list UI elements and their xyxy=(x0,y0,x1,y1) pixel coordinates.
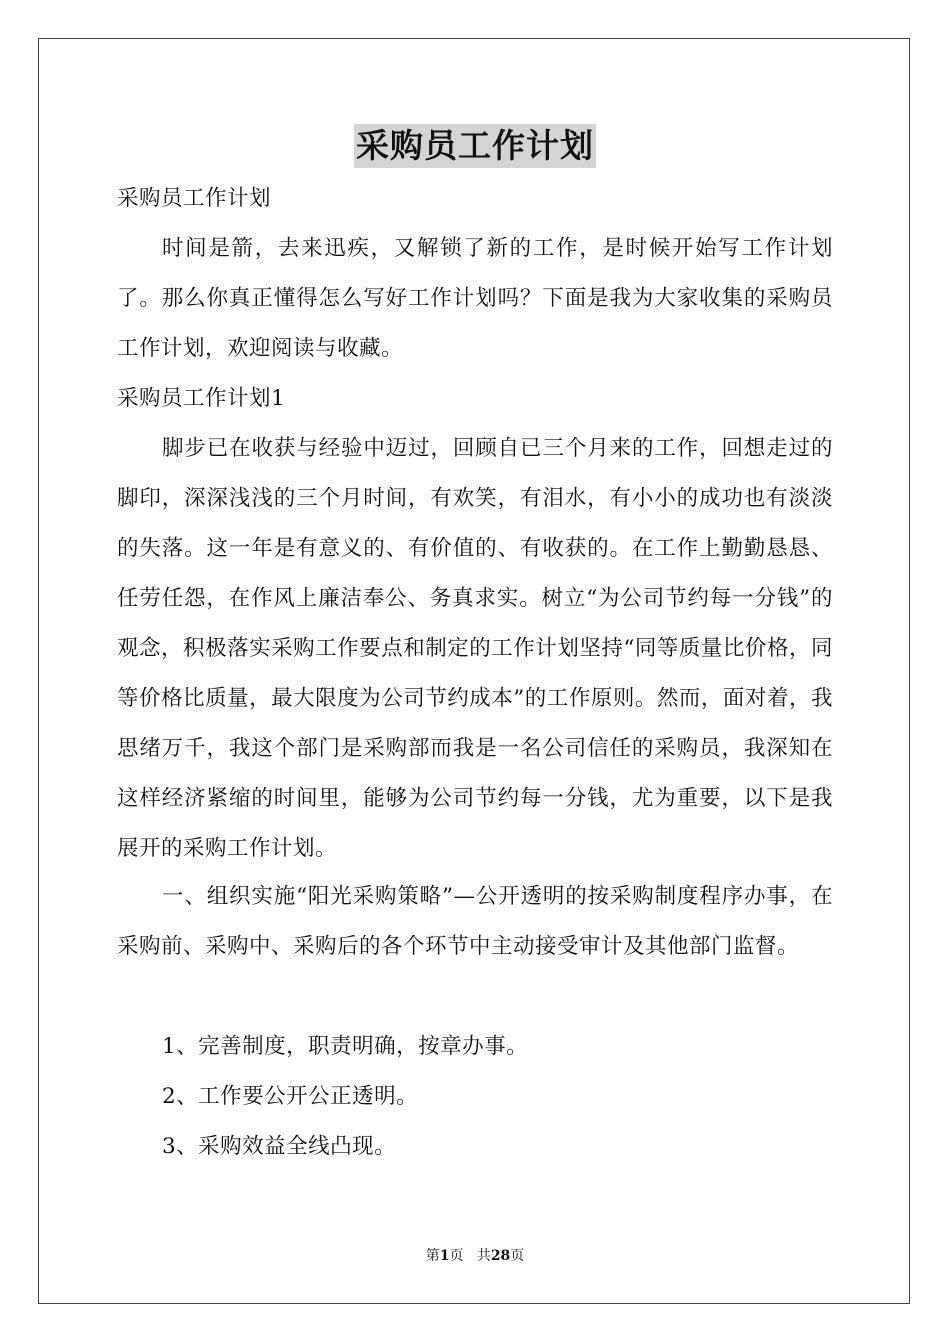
total-pages: 28 xyxy=(490,1248,511,1264)
page-suffix: 页 xyxy=(449,1248,464,1264)
total-suffix: 页 xyxy=(510,1248,525,1264)
total-prefix: 共 xyxy=(476,1248,491,1264)
document-title-container xyxy=(0,124,950,177)
list-item: 1、完善制度，职责明确，按章办事。 xyxy=(162,1034,529,1059)
document-title: 采购员工作计划 xyxy=(354,124,596,168)
page-number: 1 xyxy=(439,1248,450,1264)
intro-paragraph: 时间是箭，去来迅疾，又解锁了新的工作，是时候开始写工作计划了。那么你真正懂得怎么写好工作计划吗？下面是我为大家收集的采购员工作计划，欢迎阅读与收藏。 xyxy=(117,236,833,361)
document-subtitle: 采购员工作计划 xyxy=(117,186,272,211)
section-heading: 采购员工作计划1 xyxy=(117,386,286,411)
body-paragraph: 脚步已在收获与经验中迈过，回顾自已三个月来的工作，回想走过的脚印，深深浅浅的三个月时间，有欢笑，有泪水，有小小的成功也有淡淡的失落。这一年是有意义的、有价值的、有收获的。在工作上勤勤恳恳、任劳任怨，在作风上廉洁奉公、务真求实。树立“为公司节约每一分钱”的观念，积极落实采购工作要点和制定的工作计划坚持“同等质量比价格，同等价格比质量，最大限度为公司节约成本”的工作原则。然而，面对着，我思绪万千，我这个部门是采购部而我是一名公司信任的采购员，我深知在这样经济紧缩的时间里，能够为公司节约每一分钱，尤为重要，以下是我展开的采购工作计划。 xyxy=(117,436,833,861)
page-footer xyxy=(0,1246,950,1266)
list-item: 2、工作要公开公正透明。 xyxy=(162,1084,419,1109)
page-prefix: 第 xyxy=(425,1248,440,1264)
list-item: 3、采购效益全线凸现。 xyxy=(162,1134,397,1159)
point-one-paragraph: 一、组织实施“阳光采购策略”—公开透明的按采购制度程序办事，在采购前、采购中、采购后的各个环节中主动接受审计及其他部门监督。 xyxy=(117,884,833,959)
